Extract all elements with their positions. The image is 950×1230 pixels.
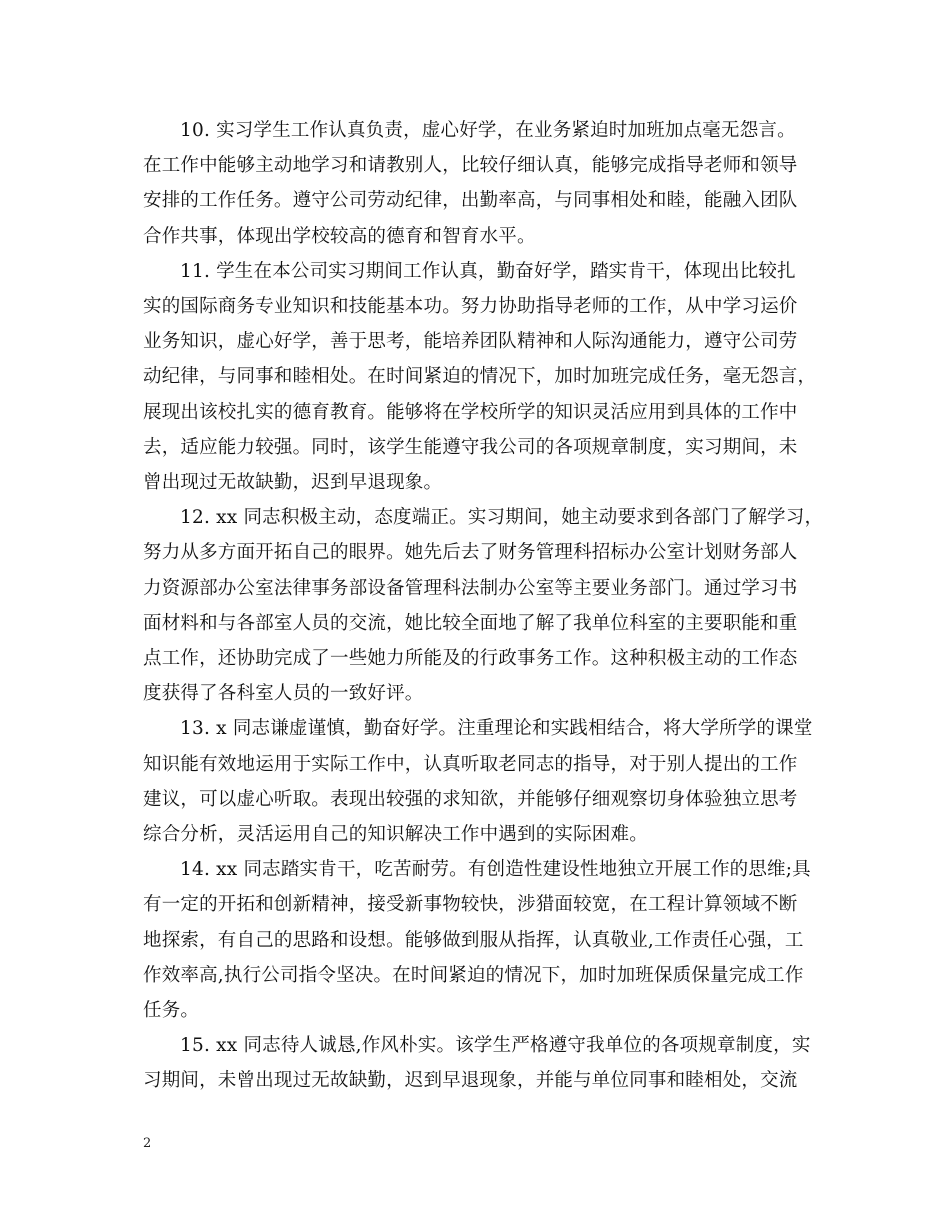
- paragraph-line: 实的国际商务专业知识和技能基本功。努力协助指导老师的工作，从中学习运价: [143, 296, 798, 318]
- paragraph-line: 安排的工作任务。遵守公司劳动纪律，出勤率高，与同事相处和睦，能融入团队: [143, 190, 798, 212]
- paragraph-line: 业务知识，虚心好学，善于思考，能培养团队精神和人际沟通能力，遵守公司劳: [143, 331, 798, 353]
- paragraph-line: 在工作中能够主动地学习和请教别人，比较仔细认真，能够完成指导老师和领导: [143, 155, 798, 177]
- paragraph-line: 知识能有效地运用于实际工作中，认真听取老同志的指导，对于别人提出的工作: [143, 753, 798, 775]
- paragraph-line: 去，适应能力较强。同时，该学生能遵守我公司的各项规章制度，实习期间，未: [143, 436, 798, 458]
- paragraph-line: 综合分析，灵活运用自己的知识解决工作中遇到的实际困难。: [143, 824, 648, 846]
- paragraph-line: 12. xx 同志积极主动，态度端正。实习期间，她主动要求到各部门了解学习，: [180, 507, 824, 529]
- paragraph-line: 点工作，还协助完成了一些她力所能及的行政事务工作。这种积极主动的工作态: [143, 648, 798, 670]
- paragraph-line: 作效率高,执行公司指令坚决。在时间紧迫的情况下，加时加班保质保量完成工作: [143, 964, 804, 986]
- paragraph-line: 11. 学生在本公司实习期间工作认真，勤奋好学，踏实肯干，体现出比较扎: [180, 260, 796, 282]
- paragraph-line: 10. 实习学生工作认真负责，虚心好学，在业务紧迫时加班加点毫无怨言。: [180, 120, 796, 141]
- paragraph-13: [143, 711, 811, 852]
- paragraph-line: 习期间，未曾出现过无故缺勤，迟到早退现象，并能与单位同事和睦相处，交流: [143, 1070, 798, 1092]
- paragraph-line: 13. x 同志谦虚谨慎，勤奋好学。注重理论和实践相结合，将大学所学的课堂: [180, 718, 813, 740]
- page-number: 2: [143, 1136, 152, 1151]
- paragraph-line: 合作共事，体现出学校较高的德育和智育水平。: [143, 225, 536, 247]
- paragraph-line: 努力从多方面开拓自己的眼界。她先后去了财务管理科招标办公室计划财务部人: [143, 542, 798, 564]
- paragraph-12: [143, 500, 824, 711]
- document-body: [143, 113, 824, 1099]
- paragraph-10: [143, 113, 811, 254]
- paragraph-line: 建议，可以虚心听取。表现出较强的求知欲，并能够仔细观察切身体验独立思考: [143, 788, 798, 810]
- paragraph-line: 动纪律，与同事和睦相处。在时间紧迫的情况下，加时加班完成任务，毫无怨言，: [143, 366, 817, 388]
- paragraph-15: [143, 1028, 811, 1098]
- paragraph-line: 地探索，有自己的思路和设想。能够做到服从指挥，认真敬业,工作责任心强，工: [143, 929, 804, 951]
- paragraph-line: 14. xx 同志踏实肯干，吃苦耐劳。有创造性建设性地独立开展工作的思维;具: [180, 859, 811, 881]
- paragraph-line: 任务。: [143, 1000, 200, 1022]
- paragraph-14: [143, 852, 811, 1028]
- paragraph-line: 度获得了各科室人员的一致好评。: [143, 683, 424, 705]
- paragraph-line: 曾出现过无故缺勤，迟到早退现象。: [143, 472, 443, 494]
- paragraph-line: 力资源部办公室法律事务部设备管理科法制办公室等主要业务部门。通过学习书: [143, 577, 798, 599]
- paragraph-line: 展现出该校扎实的德育教育。能够将在学校所学的知识灵活应用到具体的工作中: [143, 401, 798, 423]
- paragraph-line: 15. xx 同志待人诚恳,作风朴实。该学生严格遵守我单位的各项规章制度，实: [180, 1035, 811, 1057]
- paragraph-line: 面材料和与各部室人员的交流，她比较全面地了解了我单位科室的主要职能和重: [143, 612, 798, 634]
- paragraph-11: [143, 254, 817, 500]
- paragraph-line: 有一定的开拓和创新精神，接受新事物较快，涉猎面较宽，在工程计算领域不断: [143, 894, 798, 916]
